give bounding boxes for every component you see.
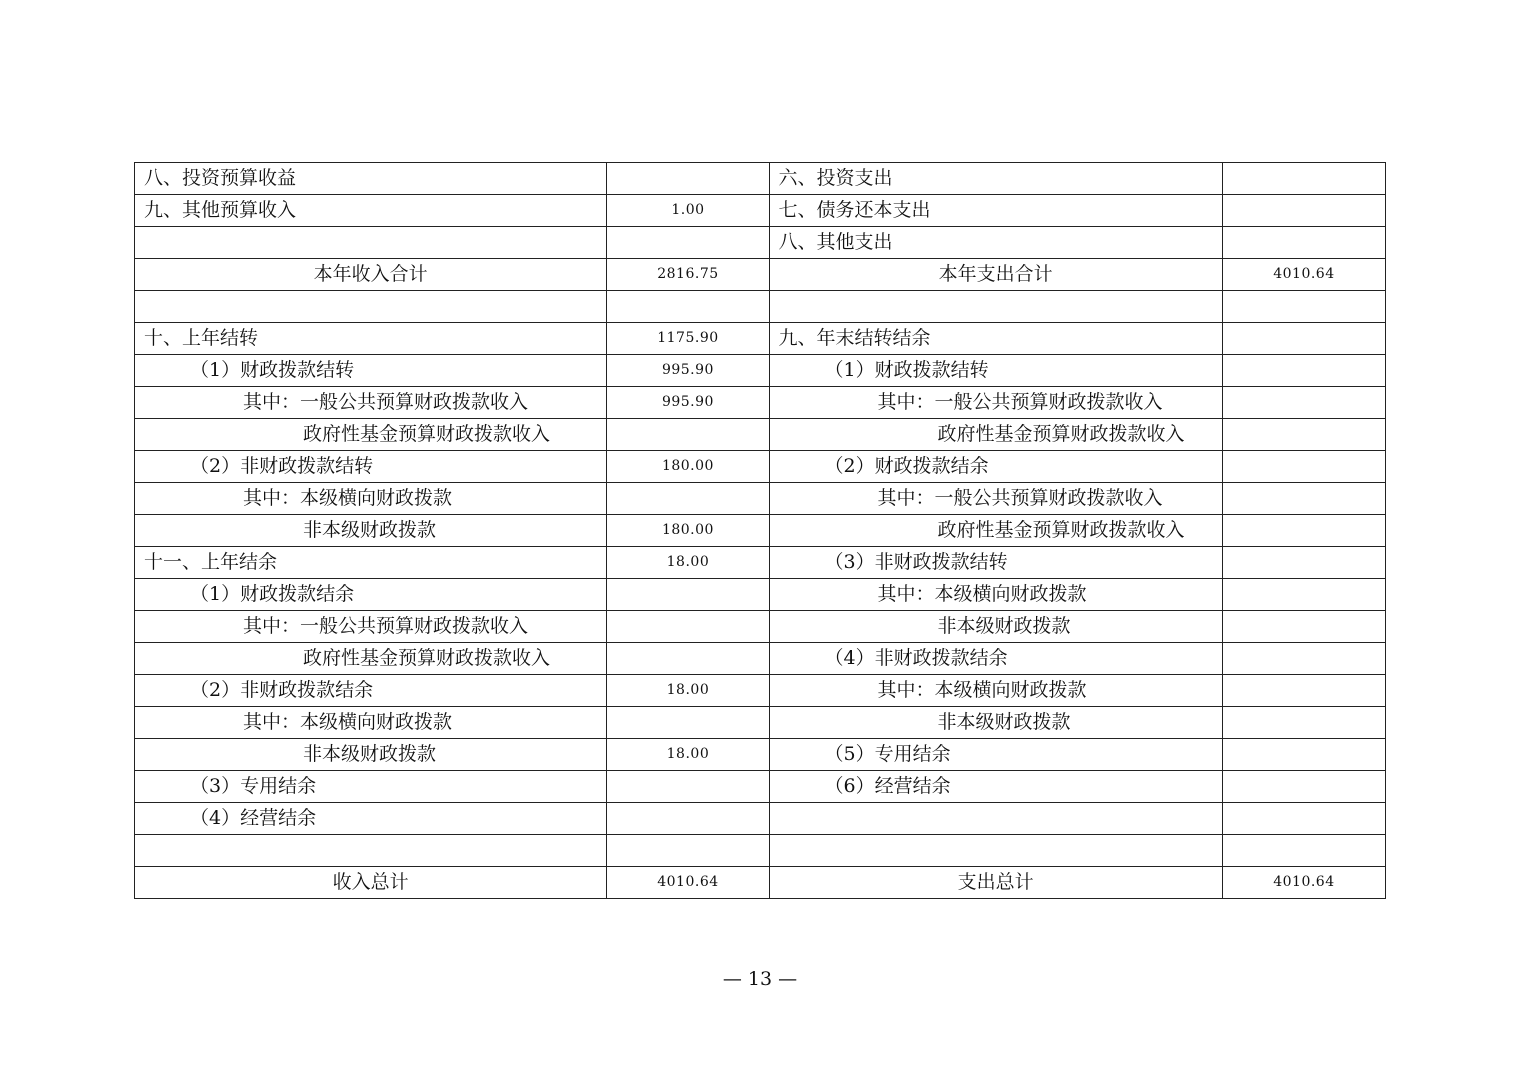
page-number: — 13 — xyxy=(722,968,798,990)
income-label-cell: 其中：一般公共预算财政拨款收入 xyxy=(135,611,607,643)
table-row xyxy=(135,419,1386,451)
table-row xyxy=(135,515,1386,547)
table-row xyxy=(135,675,1386,707)
income-amount-cell xyxy=(607,771,769,803)
expense-amount-cell xyxy=(1222,675,1385,707)
expense-amount-cell xyxy=(1222,643,1385,675)
income-label-cell: 其中：本级横向财政拨款 xyxy=(135,483,607,515)
income-amount-cell: 4010.64 xyxy=(607,867,769,899)
income-amount-cell: 1175.90 xyxy=(607,323,769,355)
income-amount-cell: 2816.75 xyxy=(607,259,769,291)
income-amount-cell xyxy=(607,643,769,675)
table-row xyxy=(135,835,1386,867)
income-label-cell: 本年收入合计 xyxy=(135,259,607,291)
table-row xyxy=(135,867,1386,899)
income-label-cell: 政府性基金预算财政拨款收入 xyxy=(135,419,607,451)
expense-amount-cell xyxy=(1222,515,1385,547)
income-amount-cell xyxy=(607,483,769,515)
income-label-cell: （1）财政拨款结转 xyxy=(135,355,607,387)
expense-label-cell: 九、年末结转结余 xyxy=(769,323,1222,355)
table-row xyxy=(135,387,1386,419)
table-row xyxy=(135,291,1386,323)
income-label-cell: （2）非财政拨款结转 xyxy=(135,451,607,483)
expense-label-cell: 政府性基金预算财政拨款收入 xyxy=(769,515,1222,547)
expense-amount-cell xyxy=(1222,387,1385,419)
table-row xyxy=(135,163,1386,195)
table-row xyxy=(135,579,1386,611)
income-amount-cell xyxy=(607,163,769,195)
expense-amount-cell xyxy=(1222,451,1385,483)
income-label-cell: 十一、上年结余 xyxy=(135,547,607,579)
income-label-cell: （1）财政拨款结余 xyxy=(135,579,607,611)
expense-label-cell: 非本级财政拨款 xyxy=(769,707,1222,739)
expense-amount-cell xyxy=(1222,291,1385,323)
expense-amount-cell xyxy=(1222,611,1385,643)
table-row xyxy=(135,195,1386,227)
expense-amount-cell xyxy=(1222,835,1385,867)
income-amount-cell xyxy=(607,835,769,867)
table-row xyxy=(135,227,1386,259)
income-label-cell: （2）非财政拨款结余 xyxy=(135,675,607,707)
table-body xyxy=(135,163,1386,899)
expense-amount-cell xyxy=(1222,227,1385,259)
income-label-cell: 政府性基金预算财政拨款收入 xyxy=(135,643,607,675)
expense-label-cell: 支出总计 xyxy=(769,867,1222,899)
expense-amount-cell xyxy=(1222,355,1385,387)
income-label-cell: 其中：一般公共预算财政拨款收入 xyxy=(135,387,607,419)
table-row xyxy=(135,739,1386,771)
income-amount-cell: 995.90 xyxy=(607,355,769,387)
income-label-cell xyxy=(135,835,607,867)
table-row xyxy=(135,803,1386,835)
income-label-cell: 非本级财政拨款 xyxy=(135,515,607,547)
expense-label-cell xyxy=(769,835,1222,867)
income-amount-cell xyxy=(607,579,769,611)
income-label-cell: （4）经营结余 xyxy=(135,803,607,835)
expense-label-cell: （1）财政拨款结转 xyxy=(769,355,1222,387)
income-label-cell: 其中：本级横向财政拨款 xyxy=(135,707,607,739)
income-amount-cell xyxy=(607,227,769,259)
expense-label-cell: 其中：一般公共预算财政拨款收入 xyxy=(769,483,1222,515)
income-label-cell: （3）专用结余 xyxy=(135,771,607,803)
expense-amount-cell xyxy=(1222,579,1385,611)
expense-amount-cell xyxy=(1222,547,1385,579)
expense-label-cell: 本年支出合计 xyxy=(769,259,1222,291)
expense-label-cell xyxy=(769,291,1222,323)
expense-label-cell: （4）非财政拨款结余 xyxy=(769,643,1222,675)
expense-label-cell: （2）财政拨款结余 xyxy=(769,451,1222,483)
table-row xyxy=(135,611,1386,643)
income-amount-cell xyxy=(607,707,769,739)
expense-label-cell: 非本级财政拨款 xyxy=(769,611,1222,643)
table-row xyxy=(135,323,1386,355)
expense-amount-cell xyxy=(1222,771,1385,803)
expense-label-cell: （3）非财政拨款结转 xyxy=(769,547,1222,579)
expense-label-cell: 七、债务还本支出 xyxy=(769,195,1222,227)
table-row xyxy=(135,451,1386,483)
expense-amount-cell xyxy=(1222,163,1385,195)
income-amount-cell: 180.00 xyxy=(607,451,769,483)
table-row xyxy=(135,707,1386,739)
table-row xyxy=(135,355,1386,387)
expense-label-cell: 六、投资支出 xyxy=(769,163,1222,195)
expense-label-cell: （6）经营结余 xyxy=(769,771,1222,803)
income-amount-cell xyxy=(607,291,769,323)
table-row xyxy=(135,771,1386,803)
expense-amount-cell xyxy=(1222,739,1385,771)
expense-amount-cell: 4010.64 xyxy=(1222,259,1385,291)
expense-amount-cell xyxy=(1222,195,1385,227)
table-row xyxy=(135,547,1386,579)
expense-label-cell: 政府性基金预算财政拨款收入 xyxy=(769,419,1222,451)
expense-label-cell: 其中：本级横向财政拨款 xyxy=(769,579,1222,611)
income-amount-cell: 18.00 xyxy=(607,547,769,579)
income-amount-cell: 18.00 xyxy=(607,739,769,771)
expense-label-cell: 八、其他支出 xyxy=(769,227,1222,259)
income-amount-cell xyxy=(607,803,769,835)
income-amount-cell: 180.00 xyxy=(607,515,769,547)
income-label-cell xyxy=(135,227,607,259)
income-label-cell xyxy=(135,291,607,323)
income-amount-cell: 1.00 xyxy=(607,195,769,227)
expense-amount-cell: 4010.64 xyxy=(1222,867,1385,899)
income-amount-cell: 995.90 xyxy=(607,387,769,419)
expense-amount-cell xyxy=(1222,419,1385,451)
expense-amount-cell xyxy=(1222,803,1385,835)
expense-label-cell: 其中：本级横向财政拨款 xyxy=(769,675,1222,707)
income-amount-cell: 18.00 xyxy=(607,675,769,707)
expense-label-cell: 其中：一般公共预算财政拨款收入 xyxy=(769,387,1222,419)
expense-label-cell xyxy=(769,803,1222,835)
income-label-cell: 收入总计 xyxy=(135,867,607,899)
table-row xyxy=(135,259,1386,291)
expense-amount-cell xyxy=(1222,707,1385,739)
expense-amount-cell xyxy=(1222,483,1385,515)
table-row xyxy=(135,483,1386,515)
income-amount-cell xyxy=(607,419,769,451)
income-amount-cell xyxy=(607,611,769,643)
budget-table xyxy=(134,162,1386,899)
income-label-cell: 十、上年结转 xyxy=(135,323,607,355)
table-row xyxy=(135,643,1386,675)
expense-amount-cell xyxy=(1222,323,1385,355)
expense-label-cell: （5）专用结余 xyxy=(769,739,1222,771)
income-label-cell: 八、投资预算收益 xyxy=(135,163,607,195)
income-label-cell: 非本级财政拨款 xyxy=(135,739,607,771)
income-label-cell: 九、其他预算收入 xyxy=(135,195,607,227)
